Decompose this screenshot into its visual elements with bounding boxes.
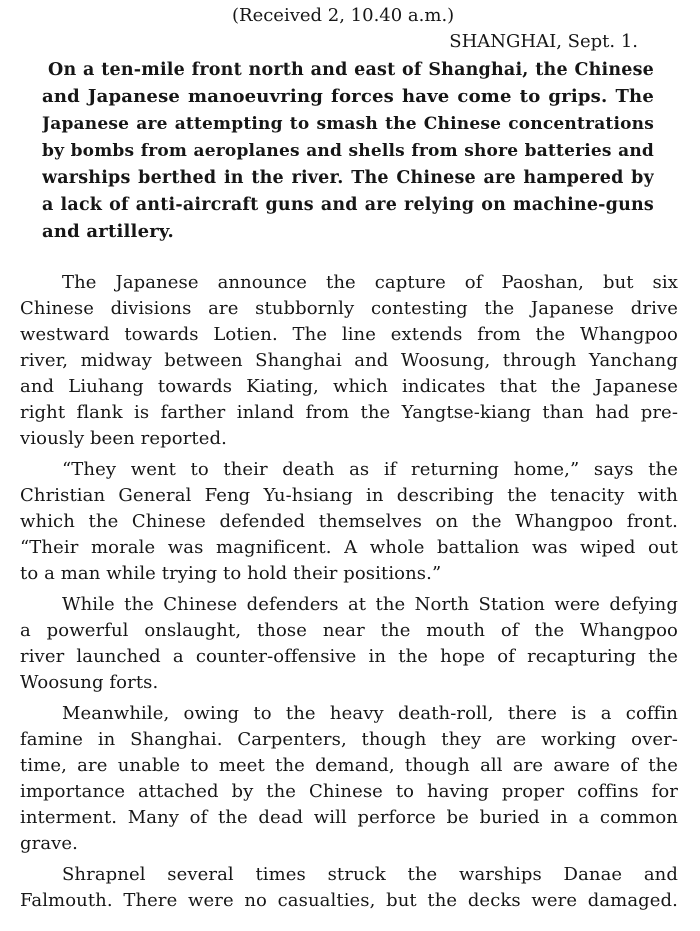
para2-line-2: Chinese divisions are stubbornly contesting the Japanese drive [20, 298, 678, 319]
lead-line-1: On a ten-mile front north and east of Shanghai, the Chinese [48, 60, 654, 80]
para2-line-7: viously been reported. [20, 428, 227, 449]
para5-line-3: time, are unable to meet the demand, though all are aware of the [20, 755, 678, 776]
para5-line-4: importance attached by the Chinese to having proper coffins for [20, 781, 678, 802]
para2-line-4: river, midway between Shanghai and Woosung, through Yanchang [20, 350, 678, 371]
para4-line-2: a powerful onslaught, those near the mouth of the Whangpoo [20, 620, 678, 641]
lead-line-4: by bombs from aeroplanes and shells from shore batteries and [42, 141, 654, 161]
lead-line-7: and artillery. [42, 221, 174, 242]
para3-line-5: to a man while trying to hold their positions.” [20, 563, 442, 584]
para5-line-5: interment. Many of the dead will perforce be buried in a common [20, 807, 678, 828]
para2-line-1: The Japanese announce the capture of Paoshan, but six [62, 272, 678, 293]
para3-line-2: Christian General Feng Yu-hsiang in describing the tenacity with [20, 485, 678, 506]
para6-line-2: Falmouth. There were no casualties, but the decks were damaged. [20, 890, 678, 911]
para3-line-1: “They went to their death as if returning home,” says the [62, 459, 678, 480]
dateline: SHANGHAI, Sept. 1. [449, 31, 638, 52]
lead-line-2: and Japanese manoeuvring forces have come to grips. The [42, 86, 654, 107]
para3-line-4: “Their morale was magnificent. A whole battalion was wiped out [20, 537, 678, 558]
lead-line-3: Japanese are attempting to smash the Chinese concentrations [42, 114, 654, 134]
para4-line-4: Woosung forts. [20, 672, 159, 693]
para3-line-3: which the Chinese defended themselves on the Whangpoo front. [20, 511, 678, 532]
lead-line-5: warships berthed in the river. The Chinese are hampered by [42, 168, 654, 188]
para2-line-6: right flank is farther inland from the Yangtse-kiang than had pre- [20, 402, 678, 423]
para5-line-6: grave. [20, 833, 79, 854]
lead-line-6: a lack of anti-aircraft guns and are relying on machine-guns [42, 195, 654, 215]
para6-line-1: Shrapnel several times struck the warships Danae and [62, 864, 678, 885]
para4-line-3: river launched a counter-offensive in the hope of recapturing the [20, 646, 678, 667]
para5-line-2: famine in Shanghai. Carpenters, though they are working over- [20, 729, 678, 750]
para5-line-1: Meanwhile, owing to the heavy death-roll, there is a coffin [62, 703, 678, 724]
received-time: (Received 2, 10.40 a.m.) [232, 5, 455, 26]
para2-line-3: westward towards Lotien. The line extends from the Whangpoo [20, 324, 678, 345]
para2-line-5: and Liuhang towards Kiating, which indicates that the Japanese [20, 376, 678, 397]
para4-line-1: While the Chinese defenders at the North Station were defying [62, 594, 678, 615]
